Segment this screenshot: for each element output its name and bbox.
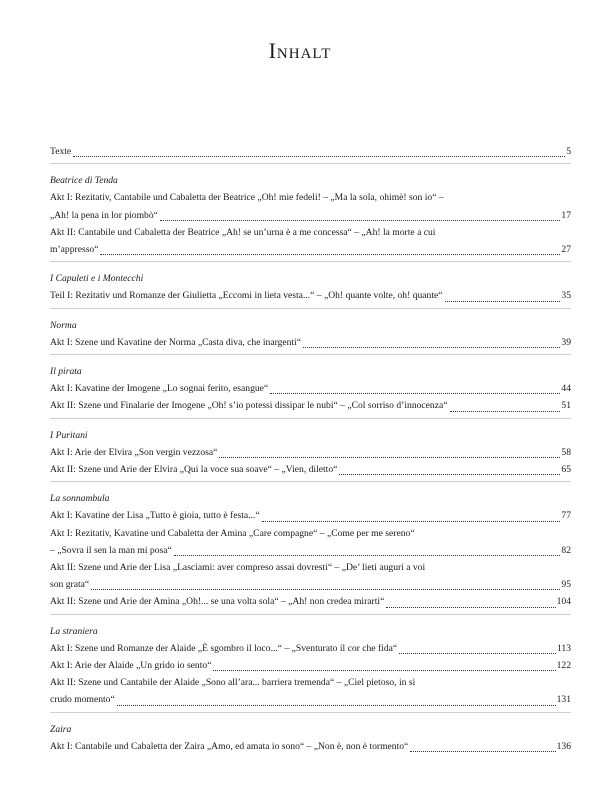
section-divider [50,712,571,713]
toc-entry[interactable] [50,640,571,657]
toc-entry[interactable] [50,224,571,258]
toc-entry-label: Akt I: Szene und Romanze der Alaide „È sgombro il loco...“ – „Sventurato il cor che fida“ [50,642,398,654]
section-divider [50,261,571,262]
toc-entry-texte[interactable] [50,143,571,160]
toc-entry-label: Akt I: Arie der Alaide „Un grido io sento“ [50,660,212,672]
toc-entry-label: son grata“ [50,579,90,591]
toc-entry-label: Akt I: Arie der Elvira „Son vergin vezzosa“ [50,446,218,458]
opera-title: I Capuleti e i Montecchi [50,273,144,285]
leader-dots [445,300,561,302]
leader-dots [339,473,560,475]
section-divider [50,481,571,482]
toc-entry[interactable] [50,559,571,593]
toc-entry-row [50,444,571,461]
leader-dots [160,219,561,221]
leader-dots [303,346,560,348]
leader-dots [73,155,565,157]
toc-page-number: 113 [556,642,571,654]
toc-entry-text-line: Akt II: Szene und Cantabile der Alaide „Sono all’ara... barriera tremenda“ – „Ciel pietoso, in sì [50,677,416,689]
toc-entry-label: Akt I: Szene und Kavatine der Norma „Casta diva, che inargenti“ [50,336,302,348]
leader-dots [410,750,555,752]
leader-dots [386,606,555,608]
toc-entry[interactable] [50,397,571,414]
toc-entry-row [50,287,571,304]
toc-entry-row [50,657,571,674]
toc-page-number: 122 [556,660,571,672]
toc-page-number: 27 [561,244,571,256]
opera-section [50,261,571,304]
toc-page-number: 77 [561,510,571,522]
toc-page-number: 51 [561,400,571,412]
toc-entry[interactable] [50,380,571,397]
toc-entry-text-line: Akt II: Cantabile und Cabaletta der Beatrice „Ah! se un’urna è a me concessa“ – „Ah! la morte a cui [50,226,436,238]
toc-entry-label: Teil I: Rezitativ und Romanze der Giulietta „Eccomi in lieta vesta...“ – „Oh! quante volte, oh! quante“ [50,290,443,302]
leader-dots [117,704,556,706]
page-title: Inhalt [268,38,332,63]
toc-page-number: 131 [556,694,571,706]
toc-entry-label: Akt I: Cantabile und Cabaletta der Zaira „Amo, ed amata io sono“ – „Non è, non è tormento“ [50,740,409,752]
toc-page-number: 58 [561,446,571,458]
section-divider [50,418,571,419]
leader-dots [91,588,560,590]
table-of-contents [50,143,571,755]
toc-page-number: 136 [556,740,571,752]
toc-entry[interactable] [50,657,571,674]
opera-section [50,354,571,415]
toc-entry-row [50,334,571,351]
opera-section [50,614,571,709]
section-divider [50,354,571,355]
leader-dots [270,392,560,394]
toc-entry[interactable] [50,189,571,223]
toc-entry[interactable] [50,738,571,755]
opera-title: Zaira [50,723,72,735]
toc-entry-row [50,640,571,657]
toc-entry[interactable] [50,525,571,559]
leader-dots [100,253,560,255]
toc-entry-label: crudo momento“ [50,694,115,706]
opera-section [50,481,571,610]
toc-entry-label: – „Sovra il sen la man mi posa“ [50,544,172,556]
leader-dots [450,410,561,412]
toc-entry-row [50,241,571,258]
leader-dots [399,652,556,654]
opera-section [50,308,571,351]
toc-entry-label: „Ah! la pena in lor piombò“ [50,209,158,221]
toc-entry[interactable] [50,461,571,478]
section-divider [50,614,571,615]
toc-page-number: 44 [561,383,571,395]
toc-entry-text-line: Akt I: Rezitativ, Cantabile und Cabaletta der Beatrice „Oh! mie fedeli! – „Ma la sola, ohimè! son io“ – [50,192,444,204]
section-divider [50,308,571,309]
toc-entry-row [50,397,571,414]
leader-dots [219,456,560,458]
toc-entry-label: Akt I: Kavatine der Imogene „Lo sognai ferito, esangue“ [50,383,269,395]
toc-entry-row [50,507,571,524]
toc-entry-row [50,207,571,224]
toc-entry-row [50,542,571,559]
opera-title: Il pirata [50,366,82,378]
opera-title: La straniera [50,625,98,637]
toc-page-number: 39 [561,336,571,348]
opera-section [50,712,571,755]
toc-entry-row [50,461,571,478]
toc-entry[interactable] [50,507,571,524]
toc-page-number: 35 [561,290,571,302]
toc-page-number: 95 [561,579,571,591]
toc-entry-row [50,576,571,593]
toc-entry[interactable] [50,334,571,351]
leader-dots [213,669,555,671]
toc-page-number: 17 [561,209,571,221]
section-divider [50,163,571,164]
toc-entry-row [50,691,571,708]
leader-dots [174,554,561,556]
toc-entry-row [50,738,571,755]
toc-page-number: 82 [561,544,571,556]
toc-page-number: 65 [561,464,571,476]
toc-entry[interactable] [50,444,571,461]
toc-entry-row [50,380,571,397]
toc-entry-text-line: Akt I: Rezitativ, Kavatine und Cabaletta der Amina „Care compagne“ – „Come per me sereno“ [50,527,415,539]
opera-title: Norma [50,319,77,331]
toc-entry[interactable] [50,287,571,304]
leader-dots [262,520,561,522]
toc-page-number: 5 [566,146,571,157]
opera-section [50,418,571,479]
toc-entry[interactable] [50,593,571,610]
toc-entry-label: Akt II: Szene und Arie der Elvira „Qui la voce sua soave“ – „Vien, diletto“ [50,464,338,476]
opera-title: Beatrice di Tenda [50,175,118,187]
opera-section [50,163,571,258]
toc-entry-text-line: Akt II: Szene und Arie der Lisa „Lasciami: aver compreso assai dovresti“ – „De’ lieti auguri a voi [50,562,426,574]
toc-entry-label: Akt I: Kavatine der Lisa „Tutto è gioia, tutto è festa...“ [50,510,260,522]
toc-entry-label: Akt II: Szene und Finalarie der Imogene „Oh! s’io potessi dissipar le nubi“ – „Col sorriso d’innocenza“ [50,400,448,412]
opera-title: La sonnambula [50,493,110,505]
toc-entry-row [50,593,571,610]
opera-title: I Puritani [50,429,88,441]
toc-entry-label: m’appresso“ [50,244,99,256]
toc-entry-label: Texte [50,146,72,157]
toc-entry[interactable] [50,674,571,708]
toc-entry-label: Akt II: Szene und Arie der Amina „Oh!... se una volta sola“ – „Ah! non credea mirarti“ [50,596,385,608]
toc-page-number: 104 [556,596,571,608]
